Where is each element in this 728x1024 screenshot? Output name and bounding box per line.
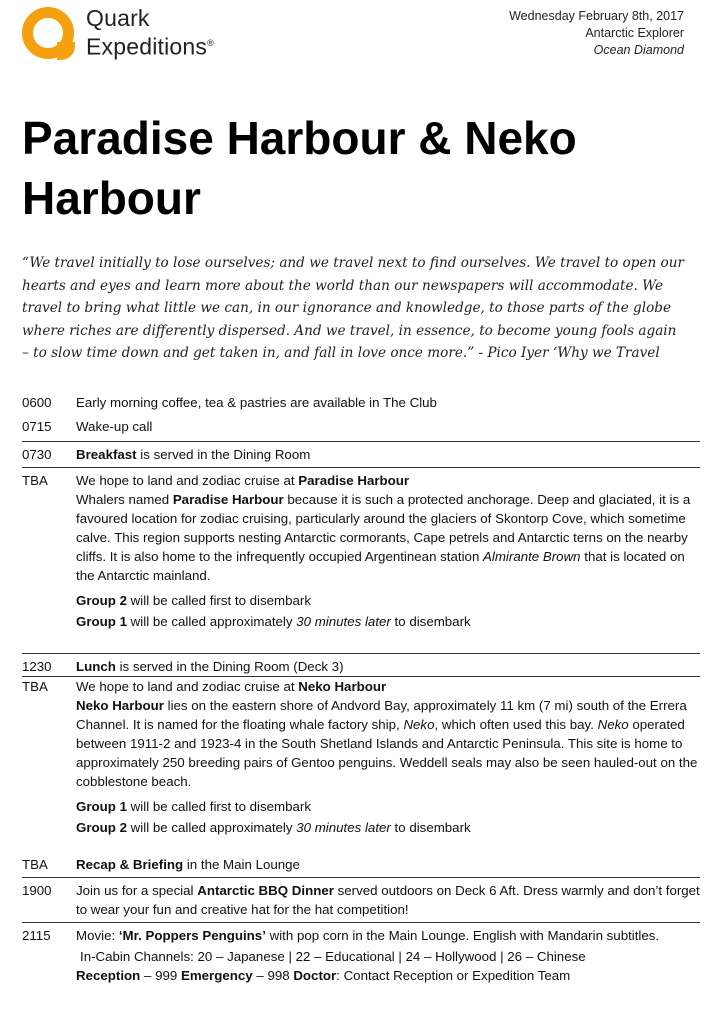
time: 1900 xyxy=(22,883,52,898)
event-details xyxy=(76,926,700,985)
daily-schedule xyxy=(22,393,700,985)
schedule-row-neko-harbour xyxy=(22,677,700,837)
logo-line-2: Expeditions® xyxy=(86,33,214,60)
event-text: Early morning coffee, tea & pastries are available in The Club xyxy=(76,395,437,410)
quark-q-icon xyxy=(22,7,74,59)
event-text: Movie: ‘Mr. Poppers Penguins’ with pop corn in the Main Lounge. English with Mandarin subtitles. xyxy=(76,928,660,943)
event-text: Join us for a special Antarctic BBQ Dinner served outdoors on Deck 6 Aft. Dress warmly and don’t forget to wear your fun and creative hat for the hat competition! xyxy=(76,883,700,917)
time: 0600 xyxy=(22,395,52,410)
quark-logo xyxy=(22,6,214,60)
page-title: Paradise Harbour & Neko Harbour xyxy=(22,112,577,224)
quote-attribution: Pico Iyer ‘Why we Travel xyxy=(487,345,660,361)
event-intro: We hope to land and zodiac cruise at Neko Harbour xyxy=(76,679,387,694)
quote-text: “We travel initially to lose ourselves; and we travel next to find ourselves. We travel to open our hearts and eyes and learn more about the world than our newspapers will accommodate. We travel to bring what little we can, in our ignorance and knowledge, to those parts of the globe where riches are differently dispersed. And we travel, in essence, to become young fools again – to slow time down and get taken in, and fall in love once more.” - xyxy=(22,255,684,361)
schedule-row-coffee xyxy=(22,393,700,412)
time: TBA xyxy=(22,679,48,694)
time: 0730 xyxy=(22,447,52,462)
event-description: Neko Harbour lies on the eastern shore of Andvord Bay, approximately 11 km (7 mi) south of the Errera Channel. It is named for the floating whale factory ship, Neko, which often used this bay. Neko operated between 1911-2 and 1923-4 in the South Shetland Islands and Antarctic Peninsula. This site is home to approximately 250 breeding pairs of Gentoo penguins. Weddell seals may also be seen hauled-out on the cobblestone beach. xyxy=(76,698,698,789)
group-call-second: Group 2 will be called approximately 30 minutes later to disembark xyxy=(76,820,471,835)
schedule-row-recap xyxy=(22,855,700,874)
time: 1230 xyxy=(22,659,52,674)
schedule-row-paradise-harbour xyxy=(22,471,700,631)
event-intro: We hope to land and zodiac cruise at Paradise Harbour xyxy=(76,473,410,488)
contact-numbers: Reception – 999 Emergency – 998 Doctor: Contact Reception or Expedition Team xyxy=(76,968,571,983)
time: 2115 xyxy=(22,928,51,943)
quote xyxy=(22,252,686,365)
event-text: Lunch is served in the Dining Room (Deck 3) xyxy=(76,659,344,674)
registered-mark: ® xyxy=(207,38,214,48)
logo-wordmark xyxy=(86,6,214,60)
in-cabin-channels: In-Cabin Channels: 20 – Japanese | 22 – Educational | 24 – Hollywood | 26 – Chinese xyxy=(80,949,586,964)
schedule-row-bbq-dinner xyxy=(22,881,700,919)
logo-line-1: Quark xyxy=(86,5,150,31)
ship-name: Ocean Diamond xyxy=(593,43,684,57)
group-call-first: Group 1 will be called first to disembark xyxy=(76,799,311,814)
event-text: Recap & Briefing in the Main Lounge xyxy=(76,857,300,872)
time: TBA xyxy=(22,473,48,488)
group-call-first: Group 2 will be called first to disembark xyxy=(76,593,311,608)
voyage-name: Antarctic Explorer xyxy=(585,26,684,40)
event-details xyxy=(76,677,700,837)
event-text: Breakfast is served in the Dining Room xyxy=(76,447,311,462)
schedule-row-movie xyxy=(22,926,700,985)
event-description: Whalers named Paradise Harbour because it is such a protected anchorage. Deep and glaciated, it is a favoured location for zodiac cruising, particularly around the glaciers of Skontorp Cove, which sometime calve. This region supports nesting Antarctic cormorants, Cape petrels and Antarctic terns on the nearby cliffs. It is also home to the infrequently occupied Argentinean station Almirante Brown that is located on the Antarctic mainland. xyxy=(76,492,691,583)
voyage-info xyxy=(509,8,684,59)
schedule-row-wakeup xyxy=(22,417,700,436)
schedule-row-breakfast xyxy=(22,445,700,464)
group-call-second: Group 1 will be called approximately 30 minutes later to disembark xyxy=(76,614,471,629)
event-text: Wake-up call xyxy=(76,419,153,434)
date: Wednesday February 8th, 2017 xyxy=(509,9,684,23)
time: TBA xyxy=(22,857,48,872)
schedule-row-lunch xyxy=(22,657,700,676)
time: 0715 xyxy=(22,419,52,434)
event-details xyxy=(76,471,700,631)
